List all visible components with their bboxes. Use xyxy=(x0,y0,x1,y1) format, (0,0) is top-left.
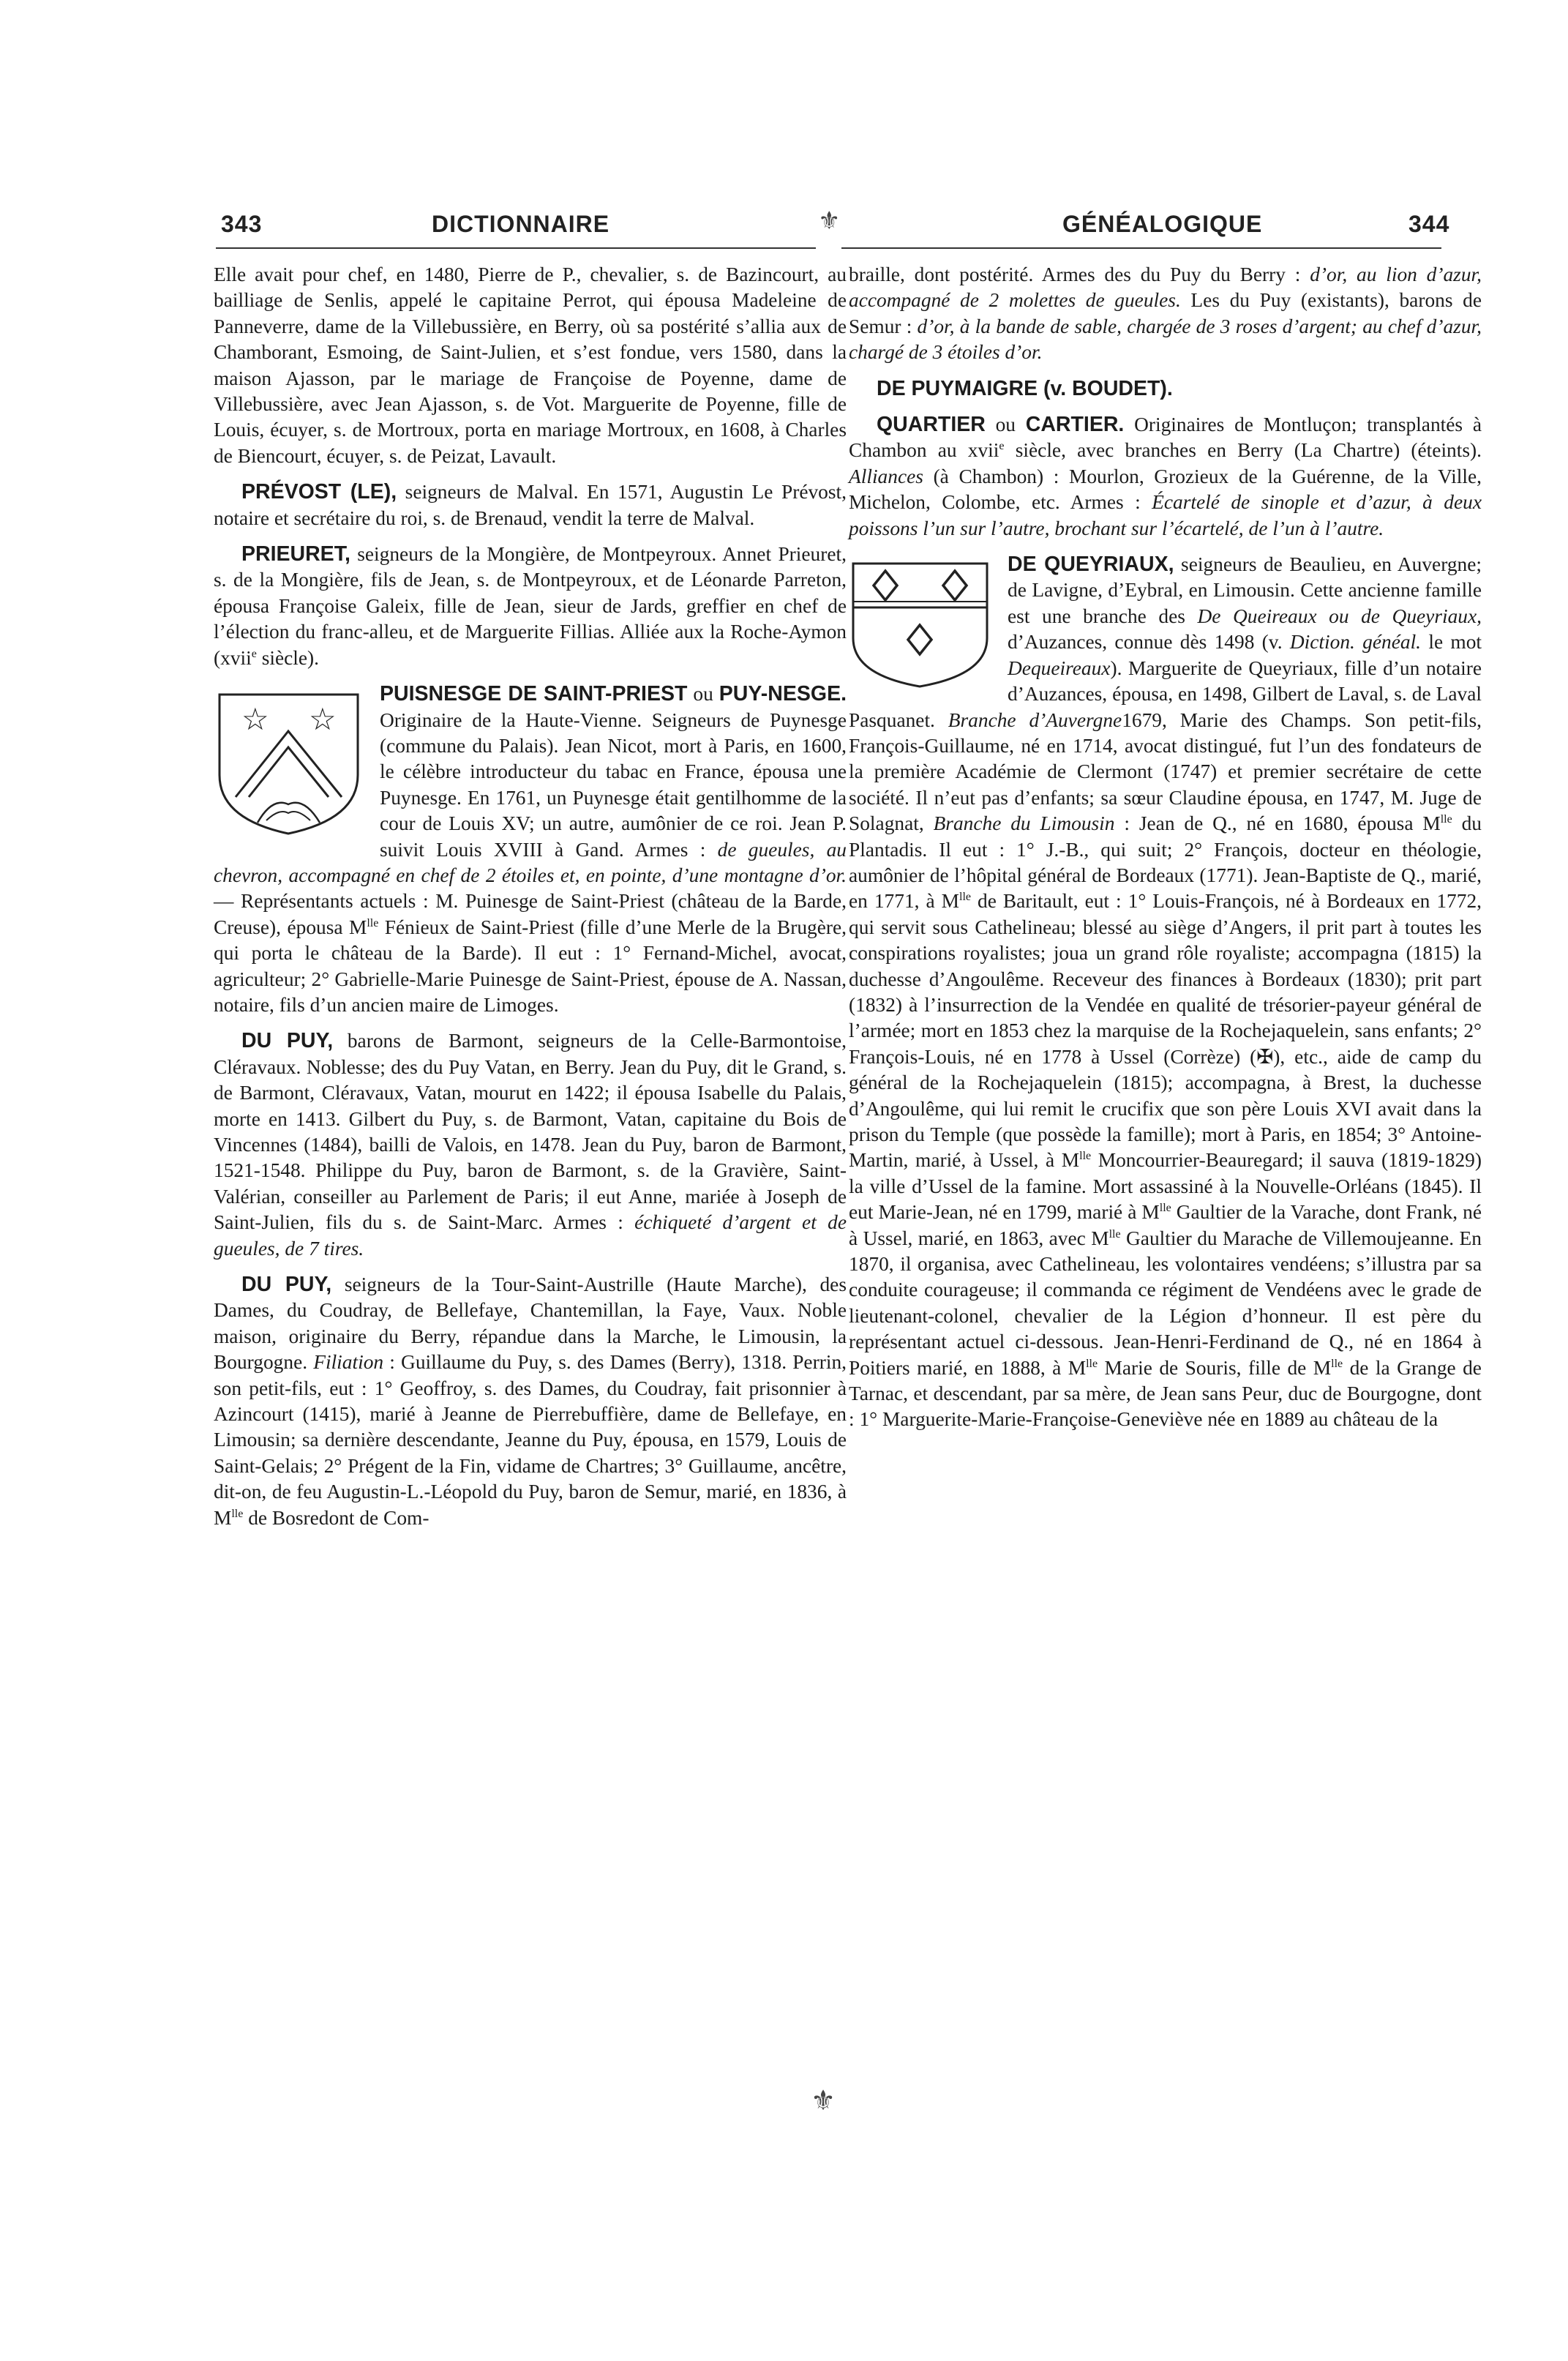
page-number-left: 343 xyxy=(221,211,263,237)
headword: PUISNESGE DE SAINT-PRIEST xyxy=(380,682,688,706)
entry-puisnesge: ☆ ☆ PUISNESGE DE SAINT-PRIEST ou PUY-NESGE. Originaire de la Haute-Vienne. Seigneurs de Puynesge (commune du Palais). Jean Nicot, mort à Paris, en 1600, le célèbre introducteur du tabac en France, épousa une Puynesge. En 1761, un Puynesge était gentilhomme de la cour de Louis XV; un autre, aumônier de ce roi. Jean P. suivit Louis XVIII à Gand. Armes : de gueules, au chevron, accompagné en chef de 2 étoiles et, en pointe, d’une montagne d’or. — Représentants actuels : M. Puinesge de Saint-Priest (château de la Barde, Creuse), épousa $M^{lle}$ Fénieux de Saint-Priest (fille d’une Merle de la Brugère, qui porta le château de la Barde). Il eut : 1° Fernand-Michel, avocat, agriculteur; 2° Gabrielle-Marie Puinesge de Saint-Priest, épouse de A. Nassan, notaire, fils d’un ancien maire de Limoges. xyxy=(214,682,847,1016)
entry-quartier: QUARTIER ou CARTIER. Originaires de Montluçon; transplantés à Chambon au xvii$^e$ siècle, avec branches en Berry (La Chartre) (éteints). Alliances (à Chambon) : Mourlon, Grozieux de la Guérenne, de la Ville, Michelon, Colombe, etc. Armes : Écartelé de sinople et d’azur, à deux poissons l’un sur l’autre, brochant sur l’écartelé, de l’un à l’autre. xyxy=(849,413,1482,539)
svg-text:☆: ☆ xyxy=(309,701,337,738)
headword: DU PUY, xyxy=(241,1029,334,1053)
page-number-right: 344 xyxy=(1408,211,1450,237)
headword: PRIEURET, xyxy=(241,542,350,566)
entry-puymaigre xyxy=(849,376,1482,402)
entry-prevost: PRÉVOST (LE), seigneurs de Malval. En 1571, Augustin Le Prévost, notaire et secrétaire du roi, s. de Brenaud, vendit la terre de Malval. xyxy=(214,480,847,529)
headword: DU PUY, xyxy=(241,1273,332,1297)
header-title-right: GÉNÉALOGIQUE xyxy=(1062,211,1263,237)
entry-prieuret: PRIEURET, seigneurs de la Mongière, de Montpeyroux. Annet Prieuret, s. de la Mongière, fils de Jean, s. de Montpeyroux, et de Léonarde Parreton, épousa Françoise Galeix, fille de Jean, sieur de Jards, greffier en chef de l’élection du franc-alleu, et de Marguerite Fillias. Alliée aux la Roche-Aymon (xvii$^e$ siècle). xyxy=(214,542,847,669)
headword: DE QUEYRIAUX, xyxy=(1008,553,1174,577)
header-title-left: DICTIONNAIRE xyxy=(432,211,610,237)
headword: DE PUYMAIGRE (v. BOUDET). xyxy=(877,376,1173,400)
entry-dupuy-tour: DU PUY, seigneurs de la Tour-Saint-Austrille (Haute Marche), des Dames, du Coudray, de Bellefaye, Chantemillan, la Faye, Vaux. Noble maison, originaire du Berry, répandue dans la Marche, le Limousin, la Bourgogne. Filiation : Guillaume du Puy, s. des Dames (Berry), 1318. Perrin, son petit-fils, eut : 1° Geoffroy, s. des Dames, du Coudray, fait prisonnier à Azincourt (1415), marié à Jeanne de Pierrebuffière, dame de Bellefaye, en Limousin; sa dernière descendante, Jeanne du Puy, épousa, en 1579, Louis de Saint-Gelais; 2° Prégent de la Fin, vidame de Chartres; 3° Guillaume, ancêtre, dit-on, de feu Augustin-L.-Léopold du Puy, baron de Semur, marié, en 1836, à $M^{lle}$ de Bosredont de Com- xyxy=(214,1273,847,1529)
fleuron-ornament-icon: ⚜ xyxy=(818,208,841,235)
paragraph: braille, dont postérité. Armes des du Puy du Berry : d’or, au lion d’azur, accompagné de 2 molettes de gueules. Les du Puy (existants), barons de Semur : d’or, à la bande de sable, chargée de 3 roses d’argent; au chef d’azur, chargé de 3 étoiles d’or. xyxy=(849,263,1482,364)
svg-text:☆: ☆ xyxy=(241,701,269,738)
header-rule-left xyxy=(216,247,816,249)
coat-of-arms-queyriaux-icon xyxy=(849,558,991,689)
entry-queyriaux: DE QUEYRIAUX, seigneurs de Beaulieu, en Auvergne; de Lavigne, d’Eybral, en Limousin. Cette ancienne famille est une branche des De Queireaux ou de Queyriaux, d’Auzances, connue dès 1498 (v. Diction. généal. le mot Dequeireaux). Marguerite de Queyriaux, fille d’un notaire d’Auzances, épousa, en 1498, Gilbert de Laval, s. de Laval Pasquanet. Branche d’Auvergne1679, Marie des Champs. Son petit-fils, François-Guillaume, né en 1714, avocat distingué, fut l’un des fondateurs de la première Académie de Clermont (1747) et premier secrétaire de cette société. Il n’eut pas d’enfants; sa sœur Claudine épousa, en 1747, M. Juge de Solagnat, Branche du Limousin : Jean de Q., né en 1680, épousa $M^{lle}$ du Plantadis. Il eut : 1° J.-B., qui suit; 2° François, docteur en théologie, aumônier de l’hôpital général de Bordeaux (1771). Jean-Baptiste de Q., marié, en 1771, à $M^{lle}$ de Baritault, eut : 1° Louis-François, né à Bordeaux en 1772, qui servit sous Cathelineau; blessé au siège d’Angers, il prit part à toutes les conspirations royalistes; joua un grand rôle royaliste; accompagna (1815) la duchesse d’Angoulême. Receveur des finances à Bordeaux (1830); prit part (1832) à l’insurrection de la Vendée en qualité de trésorier-payeur général de l’armée; mort en 1853 chez la marquise de la Rochejaquelein, sans enfants; 2° François-Louis, né en 1778 à Ussel (Corrèze) (✠), etc., aide de camp du général de la Rochejaquelein (1815); accompagna, à Brest, la duchesse d’Angoulême, qui lui remit le crucifix que son père Louis XVI avait dans la prison du Temple (que possède la famille); mort à Paris, en 1854; 3° Antoine-Martin, marié, à Ussel, à $M^{lle}$ Moncourrier-Beauregard; il sauva (1819-1829) la ville d’Ussel de la famine. Mort assassiné à la Nouvelle-Orléans (1845). Il eut Marie-Jean, né en 1799, marié à $M^{lle}$ Gaultier de la Varache, dont Frank, né à Ussel, marié, en 1863, avec $M^{lle}$ Gaultier du Marache de Villemoujeanne. En 1870, il organisa, avec Cathelineau, les volontaires vendéens; s’illustra par sa conduite courageuse; il commanda ce régiment de Vendéens avec le grade de lieutenant-colonel, chevalier de la Légion d’honneur. Il est père du représentant actuel ci-dessous. Jean-Henri-Ferdinand de Q., né en 1864 à Poitiers marié, en 1888, à $M^{lle}$ Marie de Souris, fille de $M^{lle}$ de la Grange de Tarnac, et descendant, par sa mère, de Jean sans Peur, duc de Bourgogne, dont : 1° Marguerite-Marie-Françoise-Geneviève née en 1889 au château de la xyxy=(849,553,1482,1431)
entry-dupuy-barmont: DU PUY, barons de Barmont, seigneurs de la Celle-Barmontoise, Cléravaux. Noblesse; des du Puy Vatan, en Berry. Jean du Puy, dit le Grand, s. de Barmont, Cléravaux, Vatan, mourut en 1422; il épousa Isabelle du Palais, morte en 1413. Gilbert du Puy, s. de Barmont, Vatan, capitaine du Bois de Vincennes (1484), bailli de Valois, en 1478. Jean du Puy, baron de Barmont, 1521-1548. Philippe du Puy, baron de Barmont, s. de la Gravière, Saint-Valérian, conseiller au Parlement de Paris; il eut Anne, mariée à Joseph de Saint-Julien, fils du s. de Saint-Marc. Armes : échiqueté d’argent et de gueules, de 7 tires. xyxy=(214,1029,847,1260)
coat-of-arms-puisnesge-icon xyxy=(214,687,364,837)
running-header xyxy=(0,208,1568,247)
header-rule-right xyxy=(841,247,1441,249)
fleuron-ornament-icon: ⚜ xyxy=(811,2086,836,2117)
right-column xyxy=(849,262,1482,1443)
left-column xyxy=(214,262,847,1541)
paragraph: Elle avait pour chef, en 1480, Pierre de P., chevalier, s. de Bazincourt, au bailliage de Senlis, appelé le capitaine Perrot, qui épousa Madeleine de Panneverre, dame de la Villebussière, en Berry, où sa postérité s’allia aux de Chamborant, Esmoing, de Saint-Julien, et s’est fondue, vers 1580, dans la maison Ajasson, par le mariage de Françoise de Poyenne, dame de Villebussière, avec Jean Ajasson, s. de Vot. Marguerite de Poyenne, fille de Louis, écuyer, s. de Mortroux, porta en mariage Mortroux, en 1608, à Charles de Biencourt, écuyer, s. de Peizat, Lavault. xyxy=(214,263,847,467)
headword: PRÉVOST (LE), xyxy=(241,480,397,504)
headword: QUARTIER xyxy=(877,413,986,437)
